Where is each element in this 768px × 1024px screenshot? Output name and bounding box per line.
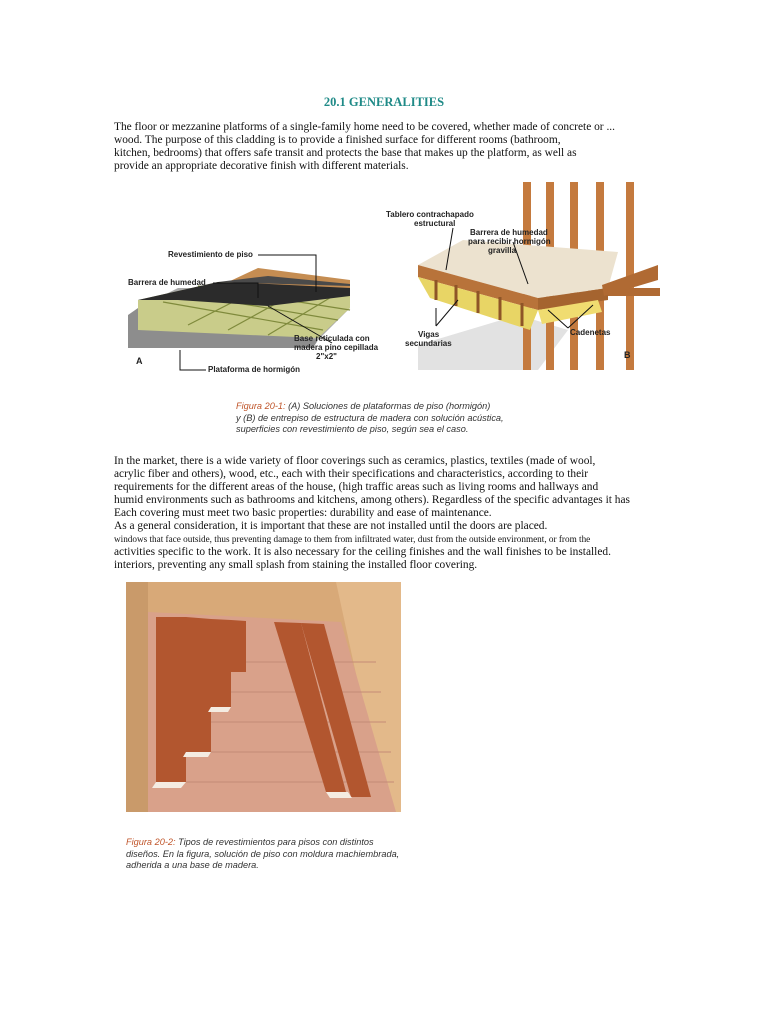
callout-grid-base: 2"x2" [316, 352, 337, 361]
figure-20-2-caption [126, 837, 399, 872]
figure-20-1-caption [236, 401, 504, 436]
callout-moisture-barrier-b: Barrera de humedad [470, 228, 548, 237]
body-line: In the market, there is a wide variety of floor coverings such as ceramics, plastics, textiles (made of wool, [114, 455, 596, 467]
callout-moisture-barrier: Barrera de humedad [128, 278, 206, 287]
body-line: humid environments such as bathrooms and kitchens, among others). Regardless of the specific advantages it has [114, 494, 630, 506]
callout-blocking: Cadenetas [570, 328, 611, 337]
callout-joists: secundarias [405, 339, 452, 348]
body-line: requirements for the different areas of the house, (high traffic areas such as living rooms and hallways and [114, 481, 599, 493]
callout-grid-base: madera pino cepillada [294, 343, 379, 352]
callout-moisture-barrier-b: para recibir hormigón [468, 237, 551, 246]
body-paragraph [114, 455, 654, 572]
page-title: 20.1 GENERALITIES [323, 95, 445, 109]
intro-paragraph [114, 121, 654, 173]
caption-text: adherida a una base de madera. [126, 860, 259, 870]
body-line: Each covering must meet two basic properties: durability and ease of maintenance. [114, 507, 492, 519]
caption-text: y (B) de entrepiso de estructura de madera con solución acústica, [236, 412, 504, 423]
intro-line: The floor or mezzanine platforms of a single-family home need to be covered, whether made of concrete or ... [114, 121, 615, 133]
body-line-small: windows that face outside, thus preventing damage to them from infiltrated water, dust from the outside environment, or from the [114, 534, 591, 544]
callout-plywood: estructural [414, 219, 456, 228]
caption-text: diseños. En la figura, solución de piso con moldura machiembrada, [126, 848, 400, 859]
body-line: As a general consideration, it is important that these are not installed until the doors are placed. [114, 520, 548, 532]
body-line: activities specific to the work. It is also necessary for the ceiling finishes and the wall finishes to be installed. [114, 546, 611, 558]
callout-plywood: Tablero contrachapado [386, 210, 474, 219]
callout-concrete-platform: Plataforma de hormigón [208, 365, 301, 374]
callout-floor-covering: Revestimiento de piso [168, 250, 253, 259]
caption-number: Figura 20-1: [236, 401, 286, 411]
callout-moisture-barrier-b: gravilla [488, 246, 517, 255]
intro-line: wood. The purpose of this cladding is to provide a finished surface for different rooms (bathroom, [114, 134, 561, 146]
drawing-b-label: B [624, 350, 631, 360]
caption-number: Figura 20-2: [126, 837, 176, 847]
caption-text: Tipos de revestimientos para pisos con distintos [175, 837, 374, 847]
callout-joists: Vigas [418, 330, 440, 339]
intro-line: kitchen, bedrooms) that offers safe transit and protects the base that makes up the platform, as well as [114, 147, 577, 159]
drawing-a-label: A [136, 356, 143, 366]
intro-line: provide an appropriate decorative finish with different materials. [114, 160, 409, 172]
body-line: acrylic fiber and others), wood, etc., each with their specifications and characteristics, according to their [114, 468, 589, 480]
caption-text: (A) Soluciones de plataformas de piso (hormigón) [285, 401, 491, 411]
figure-20-1-illustration [118, 180, 663, 375]
caption-text: superficies con revestimiento de piso, según sea el caso. [236, 424, 469, 434]
callout-grid-base: Base reticulada con [294, 334, 370, 343]
body-line: interiors, preventing any small splash from staining the installed floor covering. [114, 559, 478, 571]
figure-20-2-photo [126, 582, 401, 812]
